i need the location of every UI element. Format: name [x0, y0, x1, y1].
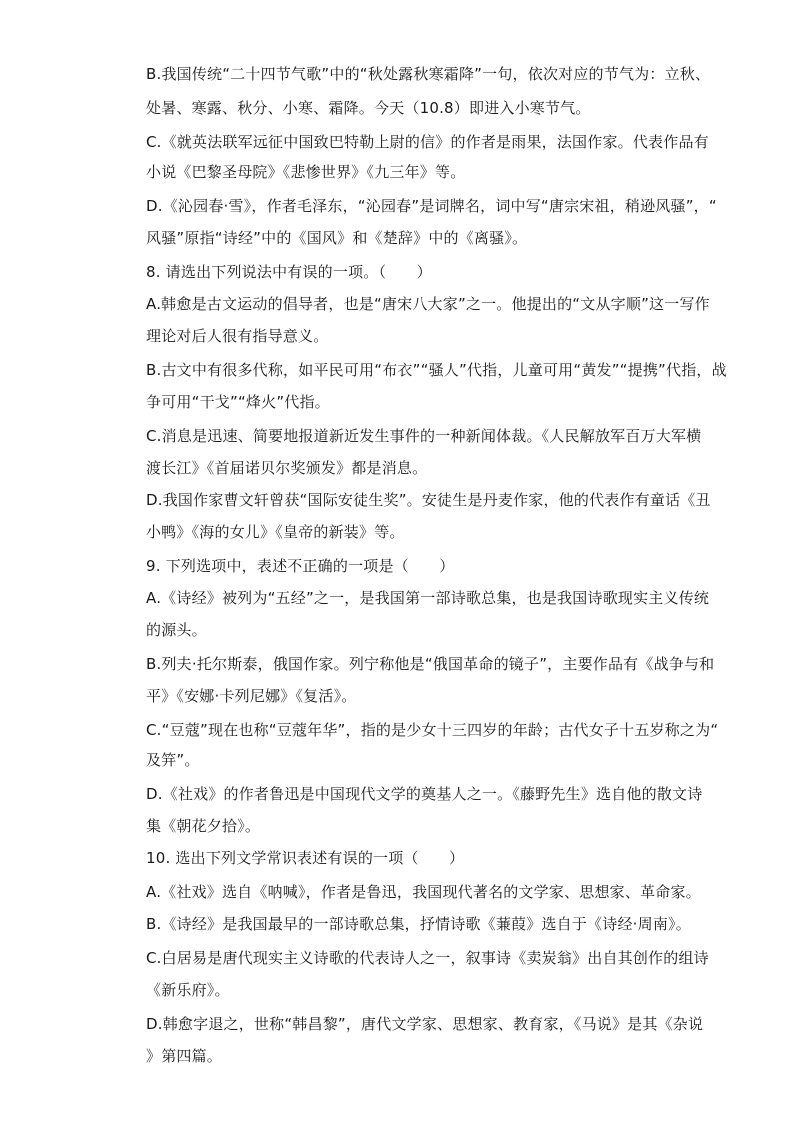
text-line: 集《朝花夕拾》。: [146, 817, 261, 835]
text-line: 渡长江》《首届诺贝尔奖颁发》都是消息。: [146, 459, 428, 477]
text-line: 理论对后人很有指导意义。: [146, 327, 329, 345]
text-line: 》第四篇。: [146, 1047, 223, 1065]
option-b: B.列夫·托尔斯泰，俄国作家。列宁称他是“俄国革命的镜子”，主要作品有《战争与和: [146, 655, 715, 673]
option-a: A.《社戏》选自《呐喊》，作者是鲁迅，我国现代著名的文学家、思想家、革命家。: [146, 883, 701, 901]
option-c: C.“豆蔻”现在也称“豆蔻年华”，指的是少女十三四岁的年龄；古代女子十五岁称之为“: [146, 721, 719, 739]
option-a: A.韩愈是古文运动的倡导者，也是“唐宋八大家”之一。他提出的“文从字顺”这一写作: [146, 295, 710, 313]
text-line: B.我国传统“二十四节气歌”中的“秋处露秋寒霜降”一句，依次对应的节气为：立秋、: [146, 65, 711, 83]
text-line: 小鸭》《海的女儿》《皇帝的新装》等。: [146, 523, 405, 541]
question-10: 10. 选出下列文学常识表述有误的一项（ ）: [146, 849, 465, 867]
text-line: 小说《巴黎圣母院》《悲惨世界》《九三年》等。: [146, 163, 466, 181]
option-b: B.古文中有很多代称，如平民可用“布衣”“骚人”代指，儿童可用“黄发”“提携”代指，战: [146, 361, 727, 379]
text-line: 平》《安娜·卡列尼娜》《复活》。: [146, 687, 357, 705]
text-line: 争可用“干戈”“烽火”代指。: [146, 393, 330, 411]
text-line: D.《沁园春·雪》，作者毛泽东，“沁园春”是词牌名，词中写“唐宗宋祖，稍逊风骚”，“: [146, 197, 717, 215]
option-d: D.我国作家曹文轩曾获“国际安徒生奖”。安徒生是丹麦作家，他的代表作有童话《丑: [146, 491, 711, 509]
option-b: B.《诗经》是我国最早的一部诗歌总集，抒情诗歌《蒹葭》选自于《诗经·周南》。: [146, 915, 691, 933]
text-line: 及笄”。: [146, 751, 200, 769]
text-line: 的源头。: [146, 621, 207, 639]
text-line: 《新乐府》。: [146, 981, 230, 999]
option-a: A.《诗经》被列为“五经”之一，是我国第一部诗歌总集，也是我国诗歌现实主义传统: [146, 589, 710, 607]
question-8: 8. 请选出下列说法中有误的一项。（ ）: [146, 263, 432, 281]
option-c: C.白居易是唐代现实主义诗歌的代表诗人之一，叙事诗《卖炭翁》出自其创作的组诗: [146, 949, 709, 967]
text-line: 处暑、寒露、秋分、小寒、霜降。今天（10.8）即进入小寒节气。: [146, 99, 591, 117]
option-d: D.韩愈字退之，世称“韩昌黎”，唐代文学家、思想家、教育家，《马说》是其《杂说: [146, 1015, 704, 1033]
text-line: 风骚”原指“诗经”中的《国风》和《楚辞》中的《离骚》。: [146, 229, 528, 247]
text-line: C.《就英法联军远征中国致巴特勒上尉的信》的作者是雨果，法国作家。代表作品有: [146, 133, 709, 151]
option-c: C.消息是迅速、简要地报道新近发生事件的一种新闻体裁。《人民解放军百万大军横: [146, 427, 702, 445]
option-d: D.《社戏》的作者鲁迅是中国现代文学的奠基人之一。《藤野先生》选自他的散文诗: [146, 785, 703, 803]
question-9: 9. 下列选项中，表述不正确的一项是（ ）: [146, 557, 455, 575]
